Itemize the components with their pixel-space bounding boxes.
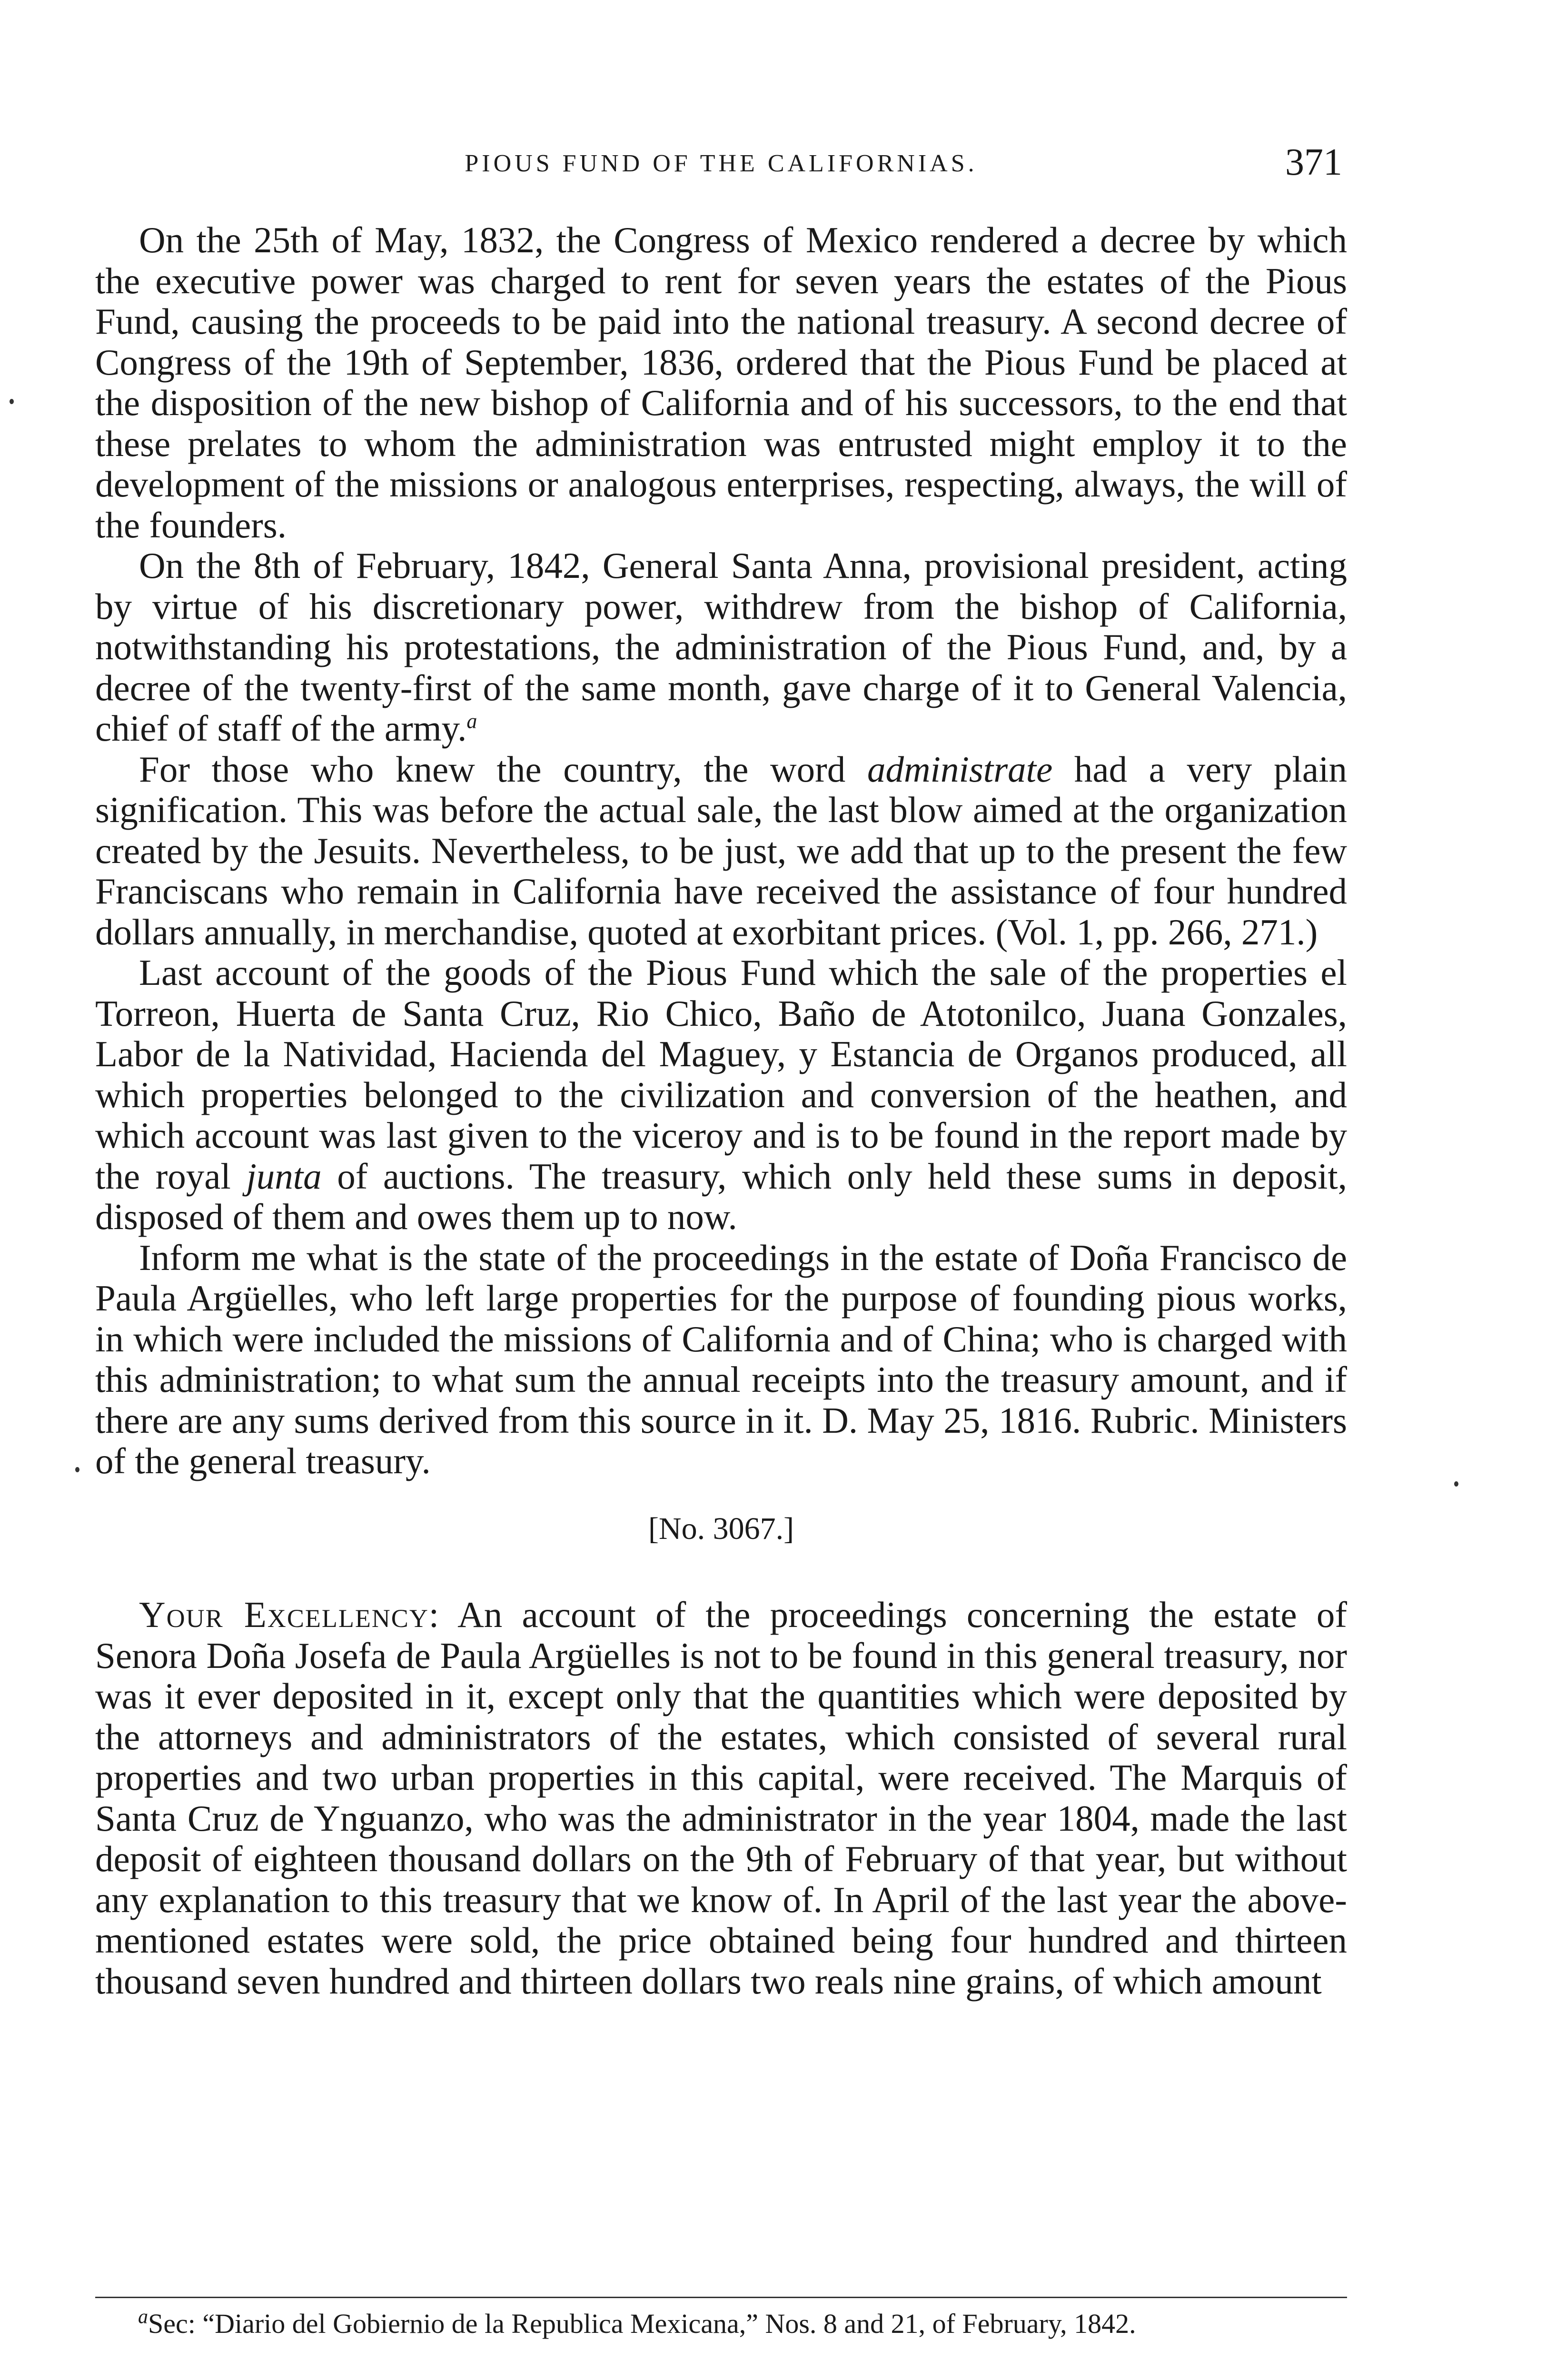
footnote-reference: a [466,709,477,733]
paragraph-your-excellency-text: An account of the proceedings concerning the estate of Senora Doña Josefa de Paula Argüelles is not to be found in this general treasury, nor was it ever deposited in it, except only that the quantities which were deposited by the attorneys and administrators of the estates, which consisted of several rural properties and two urban properties in this capital, were received. The Marquis of Santa Cruz de Ynguanzo, who was the administrator in the year 1804, made the last deposit of eighteen thousand dollars on the 9th of February of that year, but without any explanation to this treasury that we know of. In April of the last year the above-mentioned estates were sold, the price obtained being four hundred and thirteen thousand seven hundred and thirteen dollars two reals nine grains, of which amount [95,1594,1348,2002]
document-number: [No. 3067.] [648,1511,794,1546]
running-head-title: PIOUS FUND OF THE CALIFORNIAS. [465,150,978,177]
paragraph-last-account-before: Last account of the goods of the Pious Fund which the sale of the properties el Torreon, Huerta de Santa Cruz, Rio Chico, Baño de Atotonilco, Juana Gonzales, Labor de la Natividad, Hacienda del Maguey, y Estancia de Organos produced, all which properties belonged to the civilization and conversion of the heathen, and which account was last given to the viceroy and is to be found in the report made by the royal [95,952,1347,1197]
paragraph-santa-anna-text: On the 8th of February, 1842, General Santa Anna, provisional president, acting by virtue of his discretionary power, withdrew from the bishop of California, notwithstanding his protestations, the administration of the Pious Fund, and, by a decree of the twenty-first of the same month, gave charge of it to General Valencia, chief of staff of the army. [95,545,1347,749]
print-speck [10,399,14,404]
footnote-marker: a [138,2306,148,2328]
print-speck [1454,1481,1458,1487]
paragraph-last-account-after: of auctions. The treasury, which only held these sums in deposit, disposed of them and owes them up to now. [95,1155,1347,1237]
print-speck [75,1467,79,1472]
paragraph-administrate [95,749,1347,953]
paragraph-administrate-italic: administrate [867,748,1053,790]
page-number: 371 [1285,141,1342,183]
footnote-paragraph [95,2306,1347,2341]
running-head [95,143,1347,195]
footnote-rule [95,2297,1347,2298]
paragraph-last-account-italic: junta [246,1155,322,1197]
paragraph-inform-me: Inform me what is the state of the proceedings in the estate of Doña Francisco de Paula Argüelles, who left large properties for the purpose of founding pious works, in which were included the missions of California and of China; who is charged with this administration; to what sum the annual receipts into the treasury amount, and if there are any sums derived from this source in it. D. May 25, 1816. Rubric. Ministers of the general treasury. [95,1237,1347,1481]
paragraph-congress-decree: On the 25th of May, 1832, the Congress of Mexico rendered a decree by which the executive power was charged to rent for seven years the estates of the Pious Fund, causing the proceeds to be paid into the national treasury. A second decree of Congress of the 19th of September, 1836, ordered that the Pious Fund be placed at the disposition of the new bishop of California and of his successors, to the end that these prelates to whom the administration was entrusted might employ it to the development of the missions or analogous enterprises, respecting, always, the will of the founders. [95,219,1347,545]
paragraph-administrate-after: had a very plain signification. This was before the actual sale, the last blow aimed at the organization created by the Jesuits. Nevertheless, to be just, we add that up to the present the few Franciscans who remain in California have received the assistance of four hundred dollars annually, in merchandise, quoted at exorbitant prices. (Vol. 1, pp. 266, 271.) [95,748,1347,952]
paragraph-santa-anna [95,545,1347,749]
paragraph-last-account [95,952,1347,1238]
footnote [95,2306,1347,2341]
footnote-text: Sec: “Diario del Gobiernio de la Republica Mexicana,” Nos. 8 and 21, of February, 1842. [148,2308,1136,2339]
paragraph-your-excellency [95,1595,1347,2002]
paragraph-administrate-before: For those who knew the country, the word [139,748,867,790]
salutation: Your Excellency: [139,1594,440,1635]
body-text [95,220,1347,2002]
